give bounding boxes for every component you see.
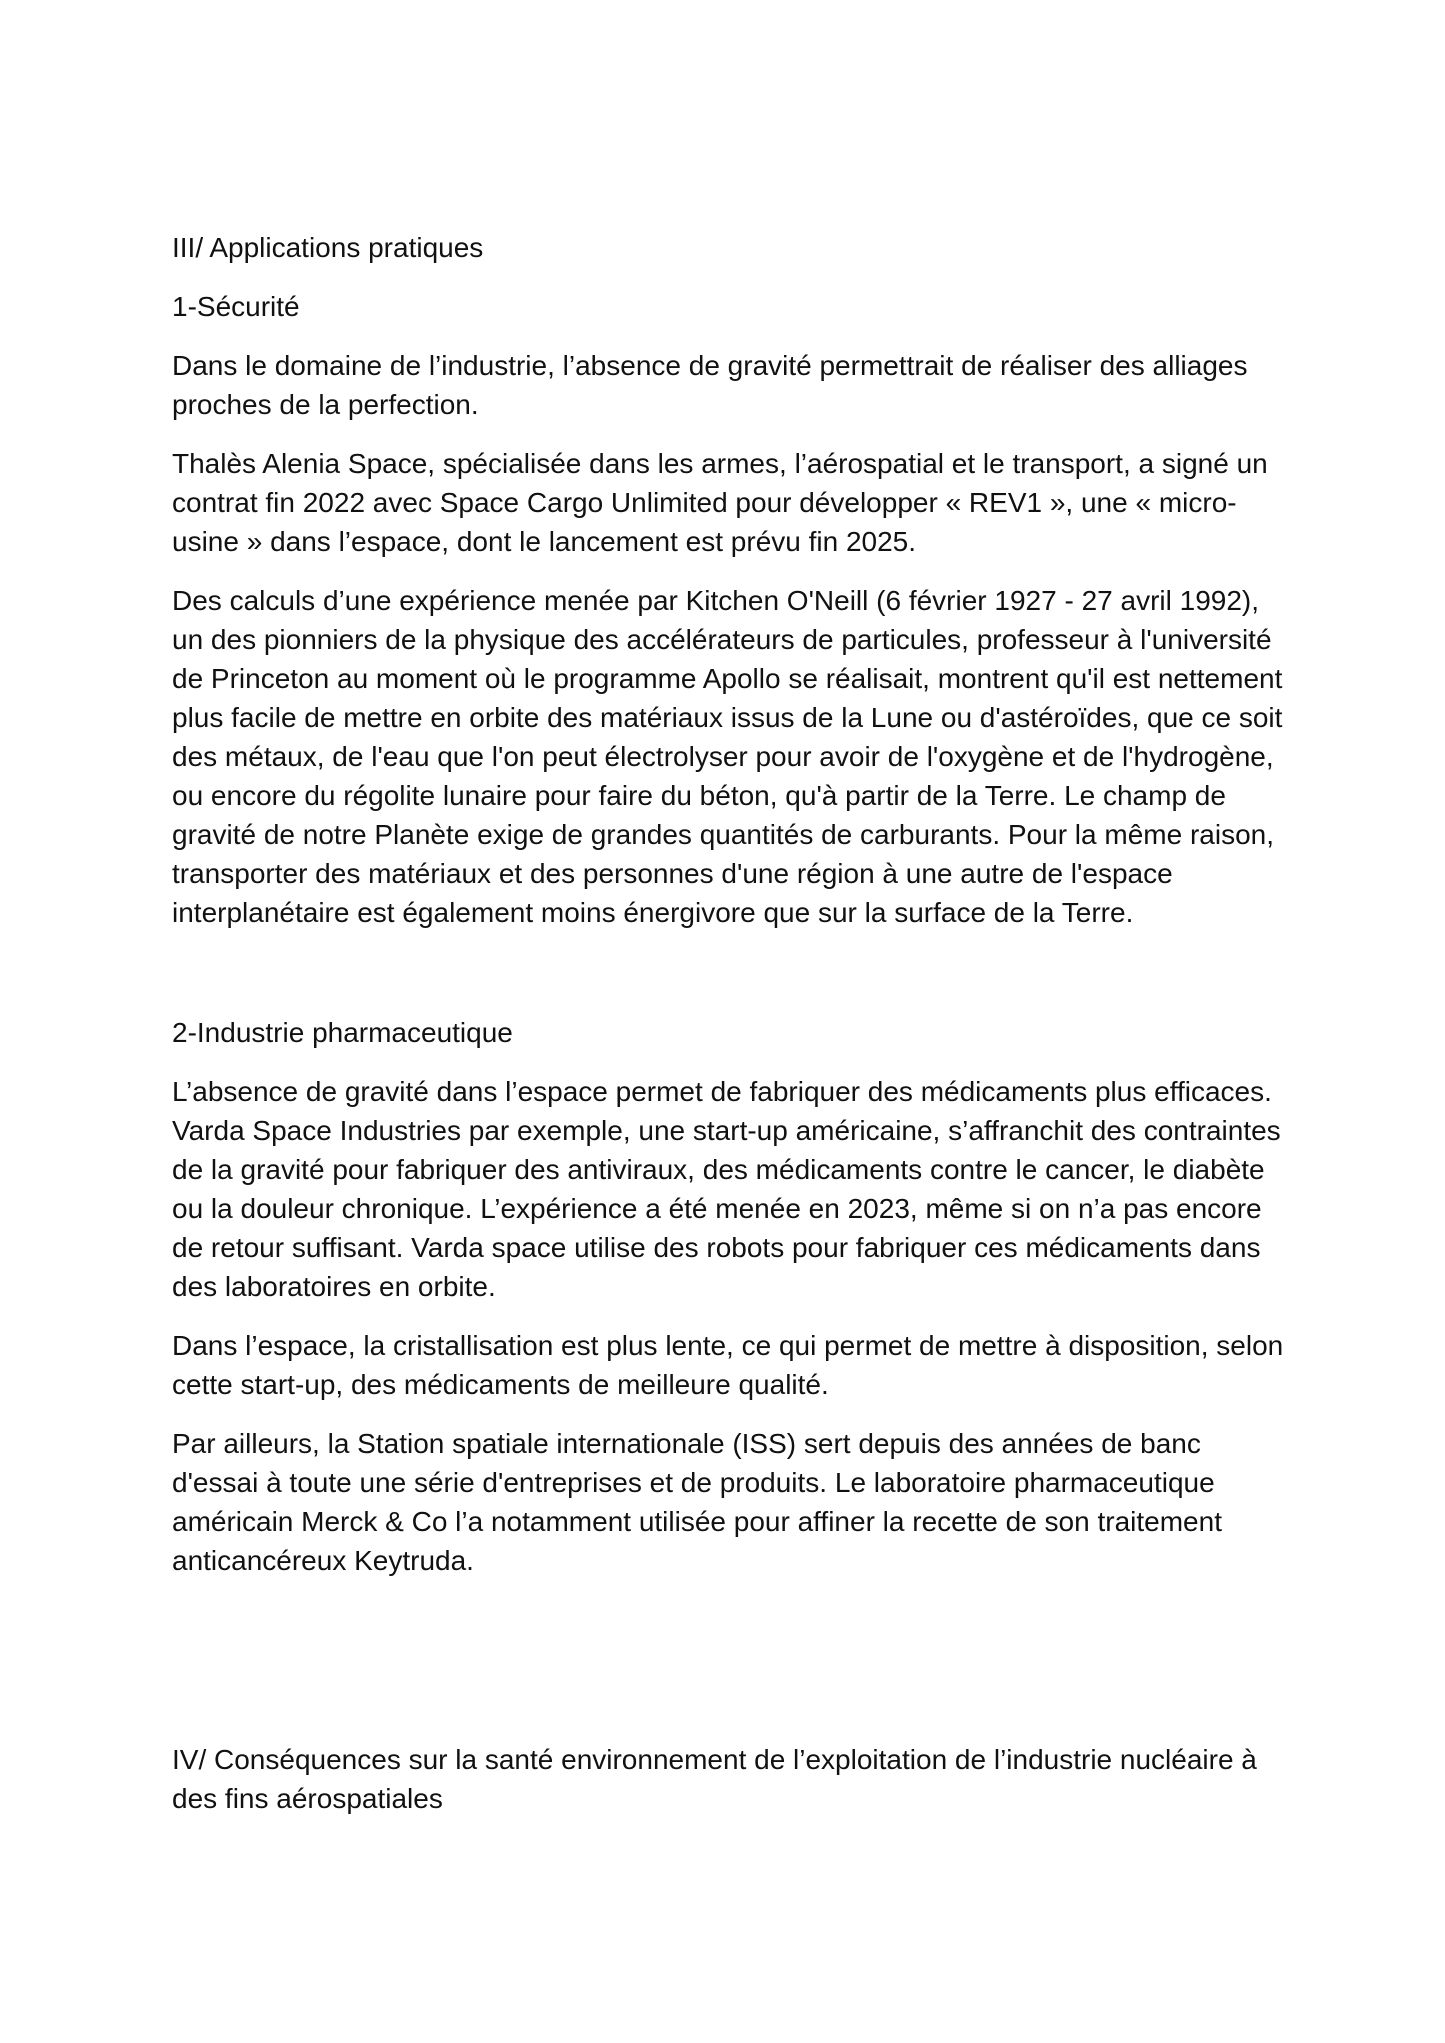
spacer — [172, 1600, 1292, 1740]
spacer — [172, 952, 1292, 1013]
paragraph: Dans le domaine de l’industrie, l’absence de gravité permettrait de réaliser des alliages proches de la perfection. — [172, 350, 1248, 420]
paragraph: L’absence de gravité dans l’espace permet de fabriquer des médicaments plus efficaces. Varda Space Industries par exemple, une start-up américaine, s’affranchit des contraintes de la gravité pour fabriquer des antiviraux, des médicaments contre le cancer, le diabète ou la douleur chronique. L’expérience a été menée en 2023, même si on n’a pas encore de retour suffisant. Varda space utilise des robots pour fabriquer ces médicaments dans des laboratoires en orbite. — [172, 1076, 1281, 1302]
paragraph: Par ailleurs, la Station spatiale internationale (ISS) sert depuis des années de banc d'essai à toute une série d'entreprises et de produits. Le laboratoire pharmaceutique américain Merck & Co l’a notamment utilisée pour affiner la recette de son traitement anticancéreux Keytruda. — [172, 1428, 1222, 1576]
paragraph: Dans l’espace, la cristallisation est plus lente, ce qui permet de mettre à disposition, selon cette start-up, des médicaments de meilleure qualité. — [172, 1330, 1284, 1400]
paragraph: Thalès Alenia Space, spécialisée dans les armes, l’aérospatial et le transport, a signé un contrat fin 2022 avec Space Cargo Unlimited pour développer « REV1 », une « micro-usine » dans l’espace, dont le lancement est prévu fin 2025. — [172, 448, 1268, 557]
subsection-1-title: 1-Sécurité — [172, 291, 300, 322]
section-4-title: IV/ Conséquences sur la santé environnement de l’exploitation de l’industrie nucléaire à des fins aérospatiales — [172, 1744, 1257, 1814]
subsection-2-title: 2-Industrie pharmaceutique — [172, 1017, 513, 1048]
document-page — [172, 228, 1292, 1838]
paragraph: Des calculs d’une expérience menée par Kitchen O'Neill (6 février 1927 - 27 avril 1992), un des pionniers de la physique des accélérateurs de particules, professeur à l'université de Princeton au moment où le programme Apollo se réalisait, montrent qu'il est nettement plus facile de mettre en orbite des matériaux issus de la Lune ou d'astéroïdes, que ce soit des métaux, de l'eau que l'on peut électrolyser pour avoir de l'oxygène et de l'hydrogène, ou encore du régolite lunaire pour faire du béton, qu'à partir de la Terre. Le champ de gravité de notre Planète exige de grandes quantités de carburants. Pour la même raison, transporter des matériaux et des personnes d'une région à une autre de l'espace interplanétaire est également moins énergivore que sur la surface de la Terre. — [172, 585, 1283, 928]
section-3-title: III/ Applications pratiques — [172, 232, 484, 263]
